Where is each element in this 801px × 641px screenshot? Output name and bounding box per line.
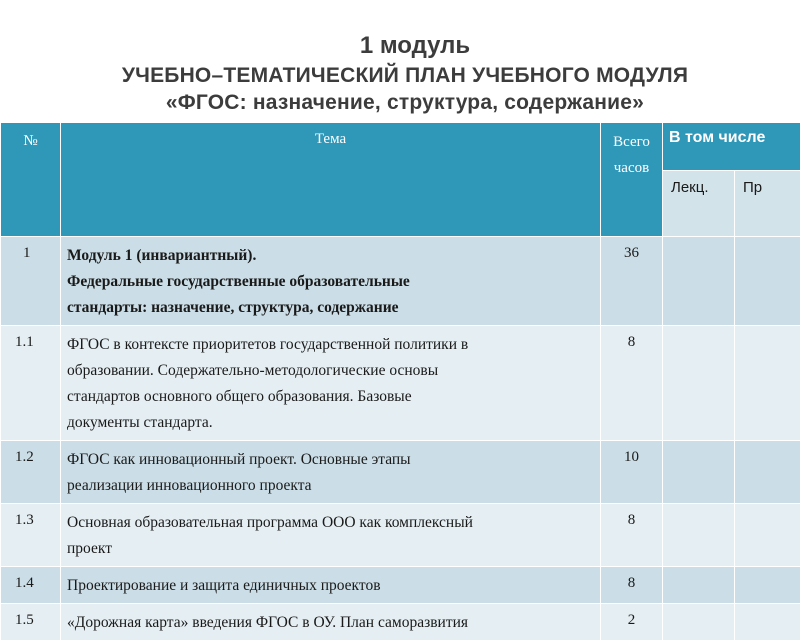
row-topic-line: Федеральные государственные образовательные <box>67 273 410 290</box>
row-total-hours: 8 <box>601 326 663 441</box>
row-practice <box>735 441 801 504</box>
row-lectures <box>663 604 735 641</box>
row-total-hours: 36 <box>601 237 663 326</box>
table-row <box>1 237 801 326</box>
row-topic-line: Проектирование и защита единичных проектов <box>67 577 381 594</box>
header-total-line2: часов <box>613 160 650 176</box>
row-topic-line: ФГОС в контексте приоритетов государственной политики в <box>67 336 469 353</box>
table-row <box>1 441 801 504</box>
row-topic-line: Основная образовательная программа ООО как комплексный <box>67 514 473 531</box>
row-topic-line: реализации инновационного проекта <box>67 477 312 494</box>
table-row <box>1 326 801 441</box>
row-num: 1 <box>1 237 61 326</box>
slide-title <box>0 30 800 116</box>
row-lectures <box>663 567 735 604</box>
row-total-hours: 8 <box>601 504 663 567</box>
row-total-hours: 10 <box>601 441 663 504</box>
title-module: 1 модуль <box>359 32 471 59</box>
row-topic-line: стандартов основного общего образования. Базовые <box>67 388 412 405</box>
row-practice <box>735 326 801 441</box>
row-practice <box>735 237 801 326</box>
row-topic-line: проект <box>67 540 112 557</box>
row-num: 1.5 <box>1 604 61 641</box>
header-practice: Пр <box>735 171 801 237</box>
table-header-row <box>1 123 801 171</box>
row-practice <box>735 504 801 567</box>
row-topic <box>61 237 601 326</box>
row-lectures <box>663 504 735 567</box>
title-plan: УЧЕБНО–ТЕМАТИЧЕСКИЙ ПЛАН УЧЕБНОГО МОДУЛЯ <box>121 64 689 87</box>
row-topic <box>61 326 601 441</box>
row-total-hours: 2 <box>601 604 663 641</box>
row-lectures <box>663 441 735 504</box>
row-num: 1.3 <box>1 504 61 567</box>
row-topic-line: документы стандарта. <box>67 414 213 431</box>
row-practice <box>735 604 801 641</box>
row-topic-line: «Дорожная карта» введения ФГОС в ОУ. План саморазвития <box>67 614 469 631</box>
row-topic <box>61 604 601 641</box>
row-total-hours: 8 <box>601 567 663 604</box>
header-topic: Тема <box>61 123 601 237</box>
row-num: 1.4 <box>1 567 61 604</box>
row-practice <box>735 567 801 604</box>
title-module-name: «ФГОС: назначение, структура, содержание» <box>165 91 645 114</box>
row-lectures <box>663 237 735 326</box>
table-row <box>1 504 801 567</box>
table-row <box>1 604 801 641</box>
row-num: 1.1 <box>1 326 61 441</box>
header-num: № <box>1 123 61 237</box>
header-lectures: Лекц. <box>663 171 735 237</box>
row-topic-line: стандарты: назначение, структура, содержание <box>67 299 399 316</box>
header-including: В том числе <box>663 123 801 171</box>
row-topic <box>61 567 601 604</box>
row-topic-line: Модуль 1 (инвариантный). <box>67 247 257 264</box>
row-topic-line: образовании. Содержательно-методологические основы <box>67 362 439 379</box>
row-topic <box>61 504 601 567</box>
header-total-hours <box>601 123 663 237</box>
row-topic <box>61 441 601 504</box>
row-topic-line: ФГОС как инновационный проект. Основные этапы <box>67 451 411 468</box>
table-row <box>1 567 801 604</box>
row-num: 1.2 <box>1 441 61 504</box>
curriculum-table <box>0 122 801 641</box>
header-total-line1: Всего <box>613 134 650 150</box>
row-lectures <box>663 326 735 441</box>
